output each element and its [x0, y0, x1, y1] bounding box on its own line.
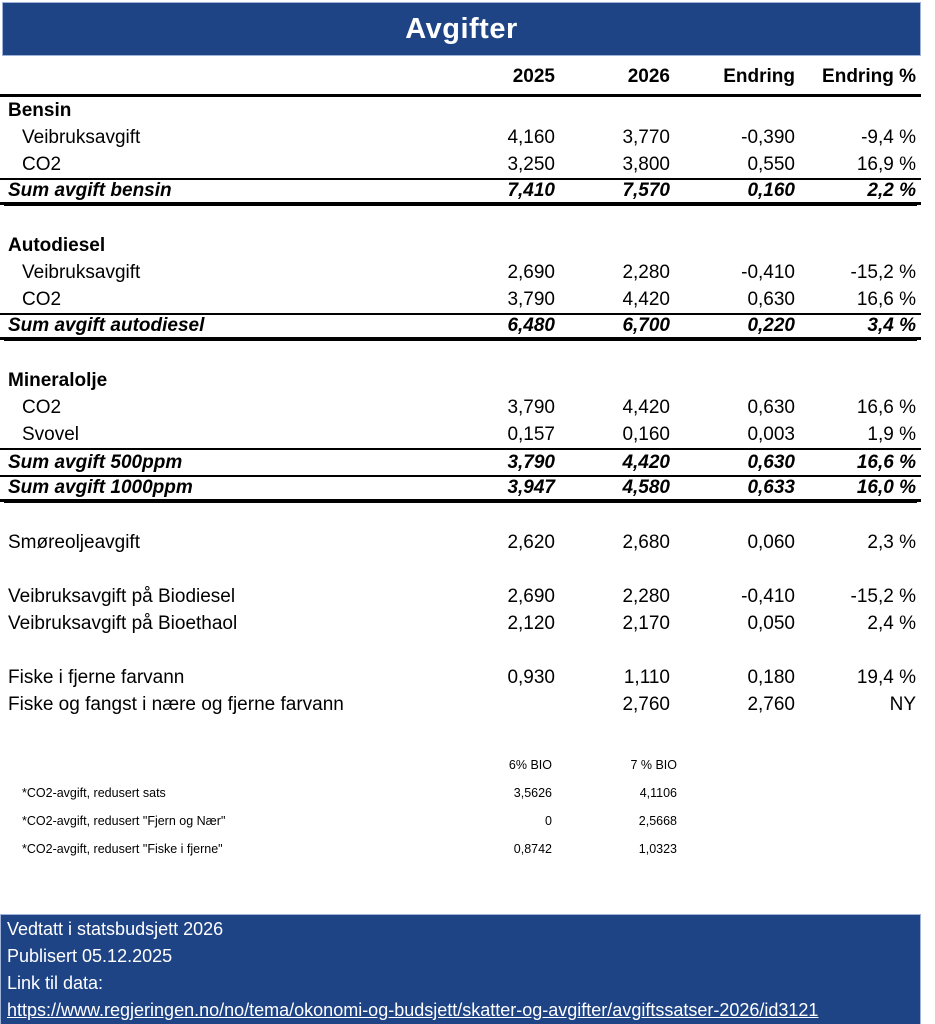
table-row	[0, 421, 921, 448]
table-row	[0, 610, 921, 637]
table-row	[0, 394, 921, 421]
cell-2026: 2,280	[622, 261, 670, 283]
table-row	[0, 691, 921, 718]
cell-2025: 0,930	[507, 666, 555, 688]
cell-2026: 3,770	[622, 126, 670, 148]
row-label: Sum avgift bensin	[8, 180, 172, 201]
row-label: Veibruksavgift	[22, 126, 141, 148]
footnote-value-7bio: 1,0323	[638, 842, 677, 856]
column-header-2025: 2025	[512, 66, 555, 87]
cell-endring: 0,630	[747, 396, 795, 418]
cell-2026: 4,420	[622, 451, 670, 473]
spreadsheet	[0, 2, 935, 1024]
row-label: CO2	[22, 396, 62, 418]
tax-table	[0, 97, 935, 718]
cell-2025: 3,790	[507, 288, 555, 310]
cell-2026: 2,280	[622, 585, 670, 607]
cell-2025: 3,250	[507, 153, 555, 175]
table-row	[0, 151, 921, 178]
cell-endring-pct: -9,4 %	[861, 126, 916, 148]
table-row	[0, 340, 921, 367]
footnote-header-row	[0, 751, 921, 779]
cell-endring-pct: 16,9 %	[856, 153, 916, 175]
cell-endring-pct: 2,2 %	[867, 180, 916, 201]
table-row	[0, 124, 921, 151]
cell-endring: 2,760	[747, 693, 795, 715]
cell-2026: 4,420	[622, 288, 670, 310]
cell-endring-pct: 2,4 %	[867, 612, 916, 634]
footnote-row	[0, 779, 921, 807]
column-header-endring: Endring	[723, 66, 795, 87]
cell-endring-pct: NY	[889, 693, 916, 715]
table-row	[0, 286, 921, 313]
table-row	[0, 178, 921, 205]
footnote-label: *CO2-avgift, redusert sats	[22, 786, 166, 800]
cell-endring-pct: 16,6 %	[856, 451, 916, 473]
table-row	[0, 664, 921, 691]
table-row	[0, 232, 921, 259]
cell-2025: 6,480	[507, 315, 555, 336]
cell-2025: 2,120	[507, 612, 555, 634]
row-label: Sum avgift 500ppm	[8, 451, 183, 473]
cell-endring-pct: 2,3 %	[867, 531, 916, 553]
cell-endring-pct: 3,4 %	[867, 315, 916, 336]
table-row	[0, 367, 921, 394]
row-label: Veibruksavgift	[22, 261, 141, 283]
cell-2026: 6,700	[622, 315, 670, 336]
row-label: Veibruksavgift på Bioethaol	[8, 612, 238, 634]
cell-endring: 0,633	[747, 477, 795, 498]
cell-2025: 0,157	[507, 423, 555, 445]
footnote-label: *CO2-avgift, redusert "Fiske i fjerne"	[22, 842, 223, 856]
cell-endring: 0,160	[747, 180, 795, 201]
table-row	[0, 313, 921, 340]
table-row	[0, 583, 921, 610]
cell-endring: -0,390	[741, 126, 795, 148]
table-row	[0, 475, 921, 502]
data-link[interactable]: https://www.regjeringen.no/no/tema/okonomi-og-budsjett/skatter-og-avgifter/avgiftssatser-2026/id3121	[7, 1000, 819, 1020]
row-label: Autodiesel	[8, 234, 106, 256]
table-row	[0, 448, 921, 475]
cell-endring-pct: 16,0 %	[856, 477, 916, 498]
footnote-row	[0, 807, 921, 835]
table-row	[0, 529, 921, 556]
cell-2025: 2,690	[507, 261, 555, 283]
row-label: CO2	[22, 153, 62, 175]
footnote-value-6bio: 0,8742	[513, 842, 552, 856]
cell-2026: 2,760	[622, 693, 670, 715]
footnote-value-6bio: 0	[545, 814, 552, 828]
cell-2025: 3,947	[507, 477, 555, 498]
footnote-value-7bio: 4,1106	[639, 786, 677, 800]
cell-endring-pct: 1,9 %	[867, 423, 916, 445]
cell-2025: 3,790	[507, 451, 555, 473]
column-header-endring-pct: Endring %	[822, 66, 916, 87]
cell-endring: -0,410	[741, 585, 795, 607]
table-row	[0, 97, 921, 124]
footer-link-label: Link til data:	[7, 973, 104, 993]
row-label: Smøreoljeavgift	[8, 531, 140, 553]
footer-status-line: Vedtatt i statsbudsjett 2026	[7, 919, 224, 939]
cell-endring-pct: 19,4 %	[856, 666, 916, 688]
table-row	[0, 637, 921, 664]
cell-endring-pct: 16,6 %	[856, 288, 916, 310]
row-label: Bensin	[8, 99, 72, 121]
footer-published-line: Publisert 05.12.2025	[7, 946, 173, 966]
cell-endring: 0,180	[747, 666, 795, 688]
cell-endring: 0,050	[747, 612, 795, 634]
column-header-2026: 2026	[627, 66, 670, 87]
cell-2026: 4,420	[622, 396, 670, 418]
cell-endring: 0,220	[747, 315, 795, 336]
cell-2026: 0,160	[622, 423, 670, 445]
cell-endring-pct: 16,6 %	[856, 396, 916, 418]
cell-2026: 2,170	[622, 612, 670, 634]
footnote-header-6bio: 6% BIO	[508, 758, 552, 772]
cell-endring-pct: -15,2 %	[850, 261, 916, 283]
title-band	[2, 2, 921, 56]
footnote-label: *CO2-avgift, redusert "Fjern og Nær"	[22, 814, 226, 828]
cell-2025: 3,790	[507, 396, 555, 418]
footnote-header-7bio: 7 % BIO	[630, 758, 677, 772]
cell-endring: 0,003	[747, 423, 795, 445]
row-label: Svovel	[22, 423, 80, 445]
footnote-value-6bio: 3,5626	[513, 786, 552, 800]
cell-2026: 7,570	[622, 180, 670, 201]
cell-endring: 0,630	[747, 451, 795, 473]
cell-endring: 0,060	[747, 531, 795, 553]
row-label: Sum avgift 1000ppm	[8, 477, 193, 498]
cell-2026: 1,110	[623, 666, 670, 688]
cell-2025: 2,690	[507, 585, 555, 607]
cell-endring-pct: -15,2 %	[850, 585, 916, 607]
cell-2026: 3,800	[622, 153, 670, 175]
footnote-block	[0, 751, 935, 863]
cell-2025: 7,410	[507, 180, 555, 201]
row-label: Fiske i fjerne farvann	[8, 666, 185, 688]
cell-endring: 0,550	[747, 153, 795, 175]
table-row	[0, 259, 921, 286]
footnote-value-7bio: 2,5668	[638, 814, 677, 828]
cell-endring: 0,630	[747, 288, 795, 310]
cell-2025: 4,160	[507, 126, 555, 148]
cell-2026: 2,680	[622, 531, 670, 553]
page-title: Avgifter	[405, 12, 518, 45]
table-row	[0, 556, 921, 583]
row-label: Sum avgift autodiesel	[8, 315, 205, 336]
footer-band	[0, 914, 921, 1024]
row-label: Fiske og fangst i nære og fjerne farvann	[8, 693, 344, 715]
cell-2025: 2,620	[507, 531, 555, 553]
cell-2026: 4,580	[622, 477, 670, 498]
row-label: Veibruksavgift på Biodiesel	[8, 585, 236, 607]
row-label: Mineralolje	[8, 369, 108, 391]
footnote-rows	[0, 779, 935, 863]
table-row	[0, 502, 921, 529]
table-row	[0, 205, 921, 232]
footnote-row	[0, 835, 921, 863]
column-header-row	[0, 56, 921, 97]
cell-endring: -0,410	[741, 261, 795, 283]
row-label: CO2	[22, 288, 62, 310]
